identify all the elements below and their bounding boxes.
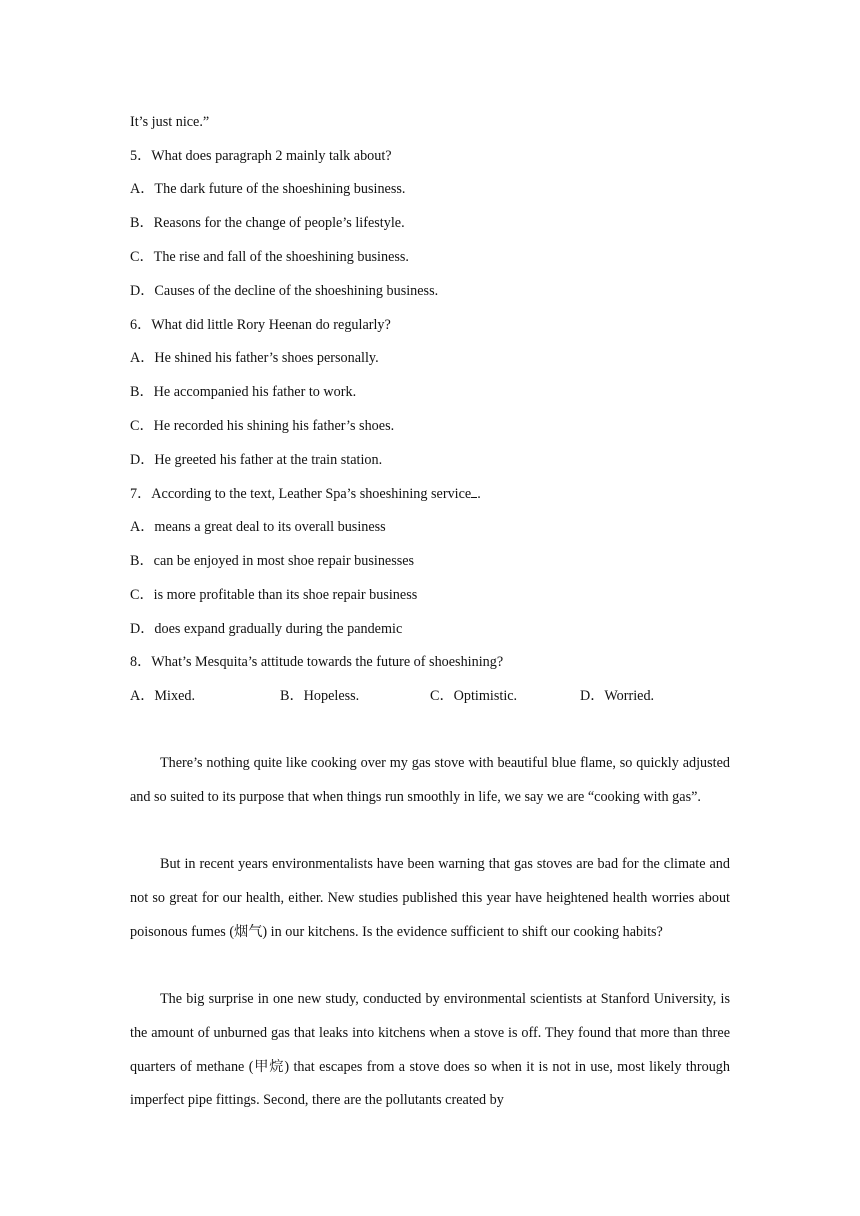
question-7-stem: [130, 484, 481, 504]
question-8-stem: 8．What’s Mesquita’s attitude towards the future of shoeshining?: [130, 654, 504, 670]
question-5-option-b: B．Reasons for the change of people’s lifestyle.: [130, 215, 405, 231]
question-5-option-a: A．The dark future of the shoeshining business.: [130, 181, 406, 197]
passage-continuation: It’s just nice.”: [130, 114, 210, 130]
question-6-option-d: D．He greeted his father at the train station.: [130, 452, 383, 468]
question-7-option-a: A．means a great deal to its overall business: [130, 519, 386, 535]
passage-paragraph-3: The big surprise in one new study, conducted by environmental scientists at Stanford University, is the amount of unburned gas that leaks into kitchens when a stove is off. They found that more than three quarters of methane (甲烷) that escapes from a stove does so when it is not in use, most likely through imperfect pipe fittings. Second, there are the pollutants created by: [130, 991, 730, 1109]
question-7-option-b: B．can be enjoyed in most shoe repair businesses: [130, 553, 415, 569]
question-7-option-c: C．is more profitable than its shoe repair business: [130, 587, 418, 603]
question-7-option-d: D．does expand gradually during the pandemic: [130, 621, 403, 637]
question-5-option-c: C．The rise and fall of the shoeshining business.: [130, 249, 409, 265]
question-6-option-c: C．He recorded his shining his father’s shoes.: [130, 418, 395, 434]
question-8-option-c: C．Optimistic.: [430, 688, 518, 704]
question-7-stem-end: .: [477, 486, 481, 502]
question-7-stem-text: 7．According to the text, Leather Spa’s shoeshining service: [130, 486, 472, 502]
question-5-option-d: D．Causes of the decline of the shoeshining business.: [130, 283, 439, 299]
question-8-option-a: A．Mixed.: [130, 688, 196, 704]
question-8-option-d: D．Worried.: [580, 688, 655, 704]
passage-paragraph-2: But in recent years environmentalists have been warning that gas stoves are bad for the climate and not so great for our health, either. New studies published this year have heightened health worries about poisonous fumes (烟气) in our kitchens. Is the evidence sufficient to shift our cooking habits?: [130, 856, 730, 940]
question-5-stem: 5．What does paragraph 2 mainly talk about?: [130, 148, 392, 164]
question-6-option-b: B．He accompanied his father to work.: [130, 384, 357, 400]
question-6-stem: 6．What did little Rory Heenan do regularly?: [130, 317, 391, 333]
question-8-option-b: B．Hopeless.: [280, 688, 360, 704]
passage-paragraph-1: There’s nothing quite like cooking over my gas stove with beautiful blue flame, so quickly adjusted and so suited to its purpose that when things run smoothly in life, we say we are “cooking with gas”.: [130, 755, 730, 805]
question-6-option-a: A．He shined his father’s shoes personally.: [130, 350, 379, 366]
